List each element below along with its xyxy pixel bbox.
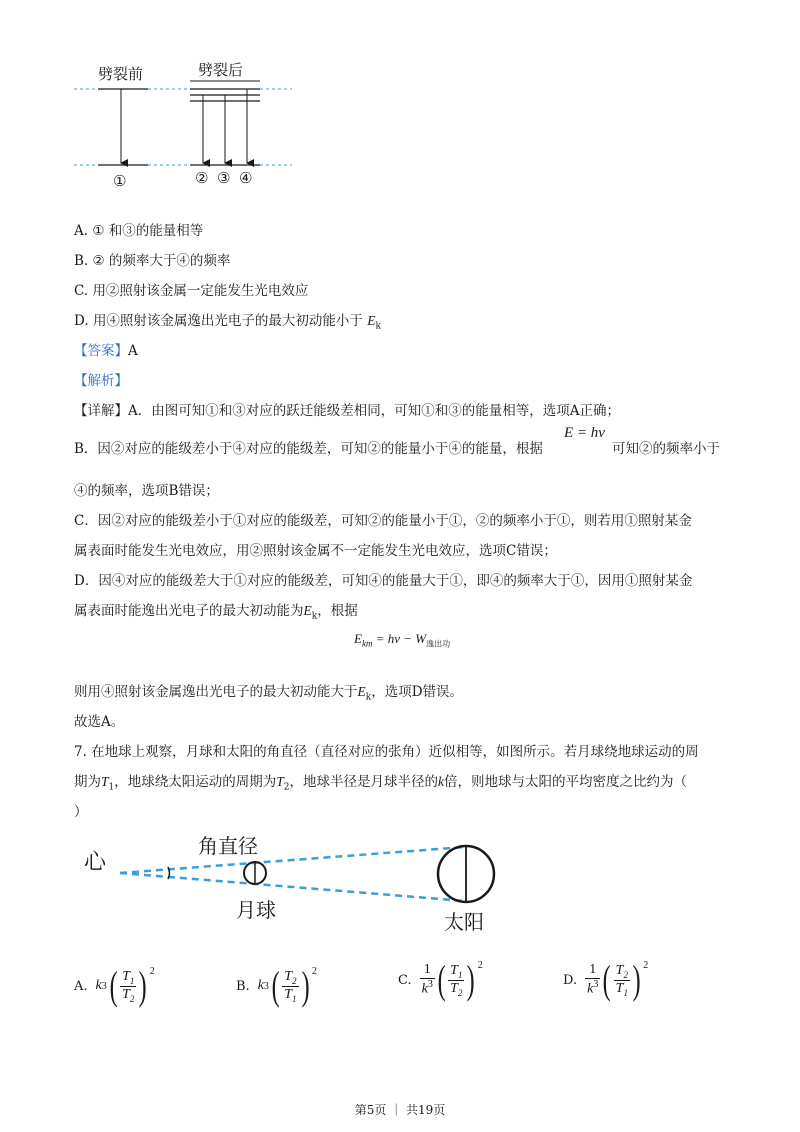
marker-4: ④ [239, 169, 253, 187]
angular-diameter-diagram [80, 825, 520, 945]
explanation-b-line2: ④的频率，选项B错误； [74, 483, 219, 499]
page-footer: 第5页 ｜ 共19页 [354, 1103, 446, 1117]
q6-option-c: C. 用②照射该金属一定能发生光电效应 [74, 283, 309, 299]
explanation-c-line2: 属表面时能发生光电效应，用②照射该金属不一定能发生光电效应，选项C错误； [74, 543, 557, 559]
b-formula: E = hν [564, 425, 605, 441]
q6-option-d: D. 用④照射该金属逸出光电子的最大初动能小于 $E_k$ [74, 313, 381, 332]
angle-arc [168, 867, 170, 879]
marker-2: ② [195, 169, 209, 187]
energy-level-diagram [70, 55, 300, 195]
sight-line-upper [120, 847, 465, 873]
conclusion: 故选A。 [74, 714, 125, 730]
answer-line [74, 339, 138, 359]
after-label: 劈裂后 [198, 61, 244, 79]
explanation-a: 【详解】A．由图可知①和③对应的跃迁能级差相同，可知①和③的能量相等，选项A正确； [74, 403, 620, 419]
angle-label: 角直径 [198, 834, 258, 858]
q6-option-b: B. ② 的频率大于④的频率 [74, 253, 231, 269]
explanation-d-line3: 则用④照射该金属逸出光电子的最大初动能大于$E_k$，选项D错误。 [74, 684, 464, 703]
q7-option-b: B. k 3 ( $\frac{T_2}{T_1}$ ) 2 [236, 963, 317, 1008]
marker-3: ③ [217, 169, 231, 187]
q7-line2: 期为$T_1$，地球绕太阳运动的周期为$T_2$，地球半径是月球半径的k倍，则地球与太阳的平均密度之比约为（ [74, 774, 687, 793]
answer-label: 【答案】 [74, 343, 128, 359]
explanation-d-line2: 属表面时能逸出光电子的最大初动能为$E_k$，根据 [74, 603, 358, 622]
q7-option-c: C. $\frac{1}{k^3}$ ( $\frac{T_1}{T_2}$ ) 2 [398, 957, 483, 1002]
marker-1: ① [113, 172, 127, 190]
q7-option-d: D. $\frac{1}{k^3}$ ( $\frac{T_2}{T_1}$ ) 2 [563, 957, 649, 1002]
eye-icon: 心 [84, 850, 107, 875]
moon-label: 月球 [236, 898, 276, 922]
explanation-d-line1: D．因④对应的能级差大于①对应的能级差，可知④的能量大于①，即④的频率大于①，因用①照射某金 [74, 573, 693, 589]
explanation-b-line1: B．因②对应的能级差小于④对应的能级差，可知②的能量小于④的能量，根据 [74, 441, 543, 457]
sun-label: 太阳 [444, 910, 484, 934]
answer-value: A [128, 343, 138, 359]
explanation-c-line1: C．因②对应的能级差小于①对应的能级差，可知②的能量小于①，②的频率小于①，则若用①照射某金 [74, 513, 692, 529]
q7-option-a: A. k 3 ( $\frac{T_1}{T_2}$ ) 2 [74, 963, 155, 1008]
d-formula: $E_{km} = h\nu - W_{逸出功}$ [354, 631, 451, 649]
explanation-b-tail: 可知②的频率小于 [612, 441, 720, 457]
sight-line-lower [120, 873, 465, 901]
q7-line3: ） [74, 804, 88, 820]
q7-line1: 7. 在地球上观察，月球和太阳的角直径（直径对应的张角）近似相等，如图所示。若月球绕地球运动的周 [74, 744, 699, 760]
before-label: 劈裂前 [98, 65, 144, 83]
analysis-label: 【解析】 [74, 373, 128, 389]
q6-option-a: A. ① 和③的能量相等 [74, 223, 204, 239]
